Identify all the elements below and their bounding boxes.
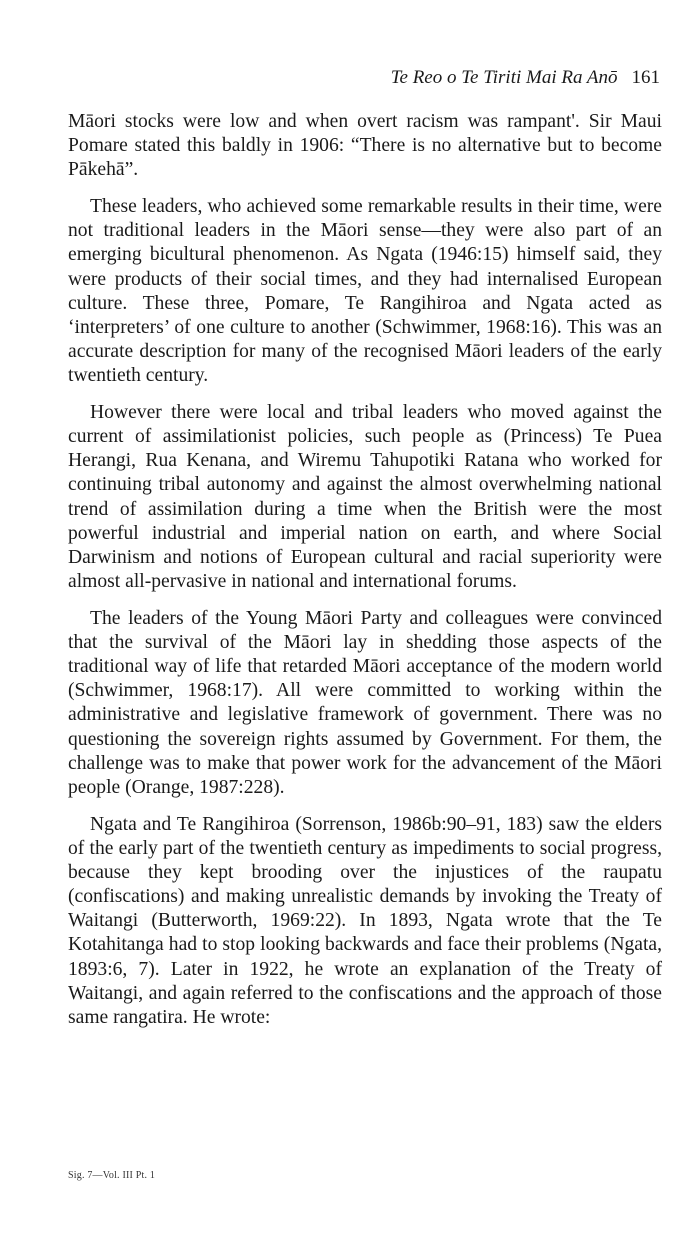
running-title: Te Reo o Te Tiriti Mai Ra Anō — [390, 67, 618, 88]
running-head — [391, 66, 660, 90]
paragraph-leaders: These leaders, who achieved some remarkable results in their time, were not traditional leaders in the Māori sense—they were also part of an emerging bicultural phenomenon. As Ngata (1946:15) himself said, they were products of their social times, and they had internalised European culture. These three, Pomare, Te Rangihiroa and Ngata acted as ‘interpreters’ of one culture to another (Schwimmer, 1968:16). This was an accurate description for many of the recognised Māori leaders of the early twentieth century. — [68, 196, 662, 387]
page-number: 161 — [631, 67, 660, 88]
paragraph-young-maori-party: The leaders of the Young Māori Party and colleagues were convinced that the survival of the Māori lay in shedding those aspects of the traditional way of life that retarded Māori acceptance of the modern world (Schwimmer, 1968:17). All were committed to working within the administrative and legislative framework of government. There was no questioning the sovereign rights assumed by Government. For them, the challenge was to make that power work for the advancement of the Māori people (Orange, 1987:228). — [68, 607, 662, 798]
paragraph-continued: Māori stocks were low and when overt racism was rampant'. Sir Maui Pomare stated this baldly in 1906: “There is no alternative but to become Pākehā”. — [68, 111, 662, 181]
body-text — [68, 110, 662, 1043]
paragraph-ngata-rangihiroa: Ngata and Te Rangihiroa (Sorrenson, 1986b:90–91, 183) saw the elders of the early part of the twentieth century as impediments to social progress, because they kept brooding over the injustices of the raupatu (confiscations) and making unrealistic demands by invoking the Treaty of Waitangi (Butterworth, 1969:22). In 1893, Ngata wrote that the Te Kotahitanga had to stop looking backwards and face their problems (Ngata, 1893:6, 7). Later in 1922, he wrote an explanation of the Treaty of Waitangi, and again referred to the confiscations and the approach of those same rangatira. He wrote: — [68, 813, 662, 1028]
paragraph-tribal-leaders: However there were local and tribal leaders who moved against the current of assimilationist policies, such people as (Princess) Te Puea Herangi, Rua Kenana, and Wiremu Tahupotiki Ratana who worked for continuing tribal autonomy and against the almost overwhelming national trend of assimilation during a time when the British were the most powerful industrial and imperial nation on earth, and where Social Darwinism and notions of European cultural and racial superiority were almost all-pervasive in national and international forums. — [68, 401, 662, 592]
printer-signature: Sig. 7—Vol. III Pt. 1 — [68, 1170, 156, 1181]
